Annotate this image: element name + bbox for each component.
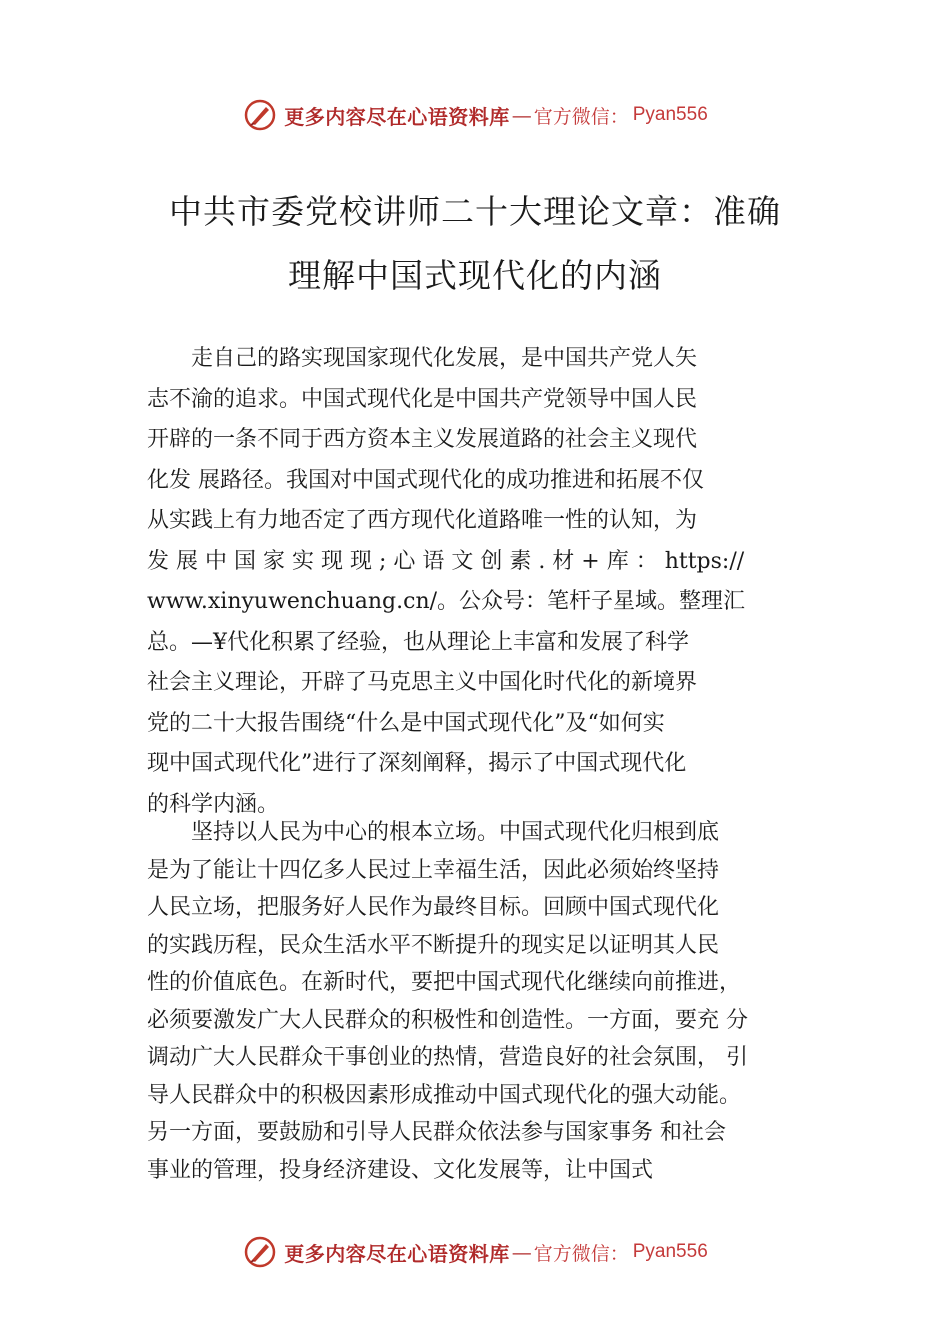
body-line: 总。—¥代化积累了经验，也从理论上丰富和发展了科学 bbox=[147, 629, 689, 655]
body-line: www.xinyuwenchuang.cn/。公众号：笔杆子星域。整理汇 bbox=[147, 589, 746, 614]
body-line: 的科学内涵。 bbox=[147, 791, 280, 817]
banner-label: 官方微信： bbox=[533, 105, 629, 128]
wechat-id: Pyan556 bbox=[632, 1241, 708, 1262]
banner-text: 更多内容尽在心语资料库 bbox=[284, 104, 510, 129]
body-line: 性的价值底色。在新时代，要把中国式现代化继续向前推进， bbox=[147, 970, 742, 995]
body-line: 调动广大人民群众干事创业的热情，营造良好的社会氛围， 引 bbox=[147, 1045, 748, 1070]
banner-label: 官方微信： bbox=[533, 1242, 629, 1265]
wechat-id: Pyan556 bbox=[632, 104, 708, 125]
body-line: 事业的管理，投身经济建设、文化发展等，让中国式 bbox=[147, 1157, 654, 1183]
brush-logo-icon bbox=[242, 97, 278, 133]
body-line: 另一方面，要鼓励和引导人民群众依法参与国家事务 和社会 bbox=[147, 1120, 726, 1145]
body-line: 发 展 中 国 家 实 现 现 ; 心 语 文 创 素 . 材 + 库 ： https:// bbox=[147, 548, 745, 574]
banner-text: 更多内容尽在心语资料库 bbox=[284, 1241, 510, 1266]
body-line: 现中国式现代化”进行了深刻阐释，揭示了中国式现代化 bbox=[147, 751, 687, 776]
body-line: 走自己的路实现国家现代化发展，是中国共产党人矢 bbox=[147, 346, 698, 371]
body-line: 是为了能让十四亿多人民过上幸福生活，因此必须始终坚持 bbox=[147, 857, 720, 883]
body-line: 从实践上有力地否定了西方现代化道路唯一性的认知，为 bbox=[147, 508, 698, 533]
header-banner bbox=[0, 95, 950, 135]
body-line: 导人民群众中的积极因素形成推动中国式现代化的强大动能。 bbox=[147, 1082, 742, 1108]
page-title-line-1: 中共市委党校讲师二十大理论文章：准确 bbox=[169, 192, 781, 231]
body-line: 人民立场，把服务好人民作为最终目标。回顾中国式现代化 bbox=[147, 895, 720, 920]
body-line: 志不渝的追求。中国式现代化是中国共产党领导中国人民 bbox=[147, 386, 698, 412]
banner-dash: — bbox=[511, 103, 532, 127]
body-line: 坚持以人民为中心的根本立场。中国式现代化归根到底 bbox=[147, 820, 720, 845]
banner-dash: — bbox=[511, 1240, 532, 1264]
body-line: 开辟的一条不同于西方资本主义发展道路的社会主义现代 bbox=[147, 427, 698, 452]
body-line: 的实践历程，民众生活水平不断提升的现实足以证明其人民 bbox=[147, 932, 720, 958]
footer-banner bbox=[0, 1232, 950, 1272]
brush-logo-icon bbox=[242, 1234, 278, 1270]
body-line: 化发 展路径。我国对中国式现代化的成功推进和拓展不仅 bbox=[147, 467, 704, 493]
body-line: 必须要激发广大人民群众的积极性和创造性。一方面，要充 分 bbox=[147, 1007, 748, 1033]
body-line: 社会主义理论，开辟了马克思主义中国化时代化的新境界 bbox=[147, 670, 698, 695]
page-title-line-2: 理解中国式现代化的内涵 bbox=[288, 256, 662, 295]
body-line: 党的二十大报告围绕“什么是中国式现代化”及“如何实 bbox=[147, 710, 665, 736]
